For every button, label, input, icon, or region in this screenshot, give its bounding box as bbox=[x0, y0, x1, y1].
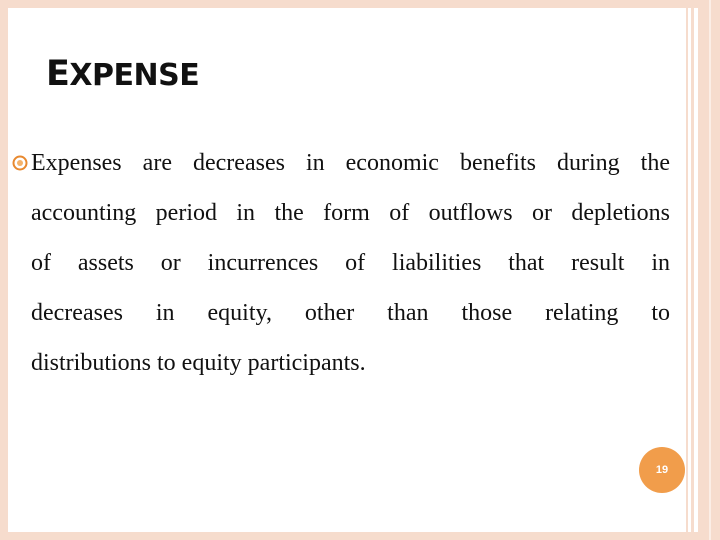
frame-right-line bbox=[686, 0, 688, 540]
body-line: decreases in equity, other than those relating to bbox=[31, 300, 670, 326]
body-line: distributions to equity participants. bbox=[31, 350, 366, 376]
body-line: Expenses are decreases in economic benefits during the bbox=[31, 150, 670, 176]
bullet-circle-icon bbox=[12, 155, 28, 171]
frame-left-border bbox=[0, 0, 8, 540]
frame-right-line bbox=[709, 0, 711, 540]
frame-bottom-border bbox=[0, 532, 720, 540]
body-paragraph bbox=[31, 138, 670, 388]
frame-right-line bbox=[691, 0, 694, 540]
body-line: of assets or incurrences of liabilities that result in bbox=[31, 250, 670, 276]
frame-top-border bbox=[0, 0, 720, 8]
body-line: accounting period in the form of outflows or depletions bbox=[31, 200, 670, 226]
slide-title-rest: XPENSE bbox=[69, 58, 200, 93]
page-number-badge bbox=[639, 447, 685, 493]
page-number: 19 bbox=[655, 464, 669, 476]
slide-title-initial: E bbox=[46, 54, 70, 94]
slide-title bbox=[46, 53, 199, 97]
